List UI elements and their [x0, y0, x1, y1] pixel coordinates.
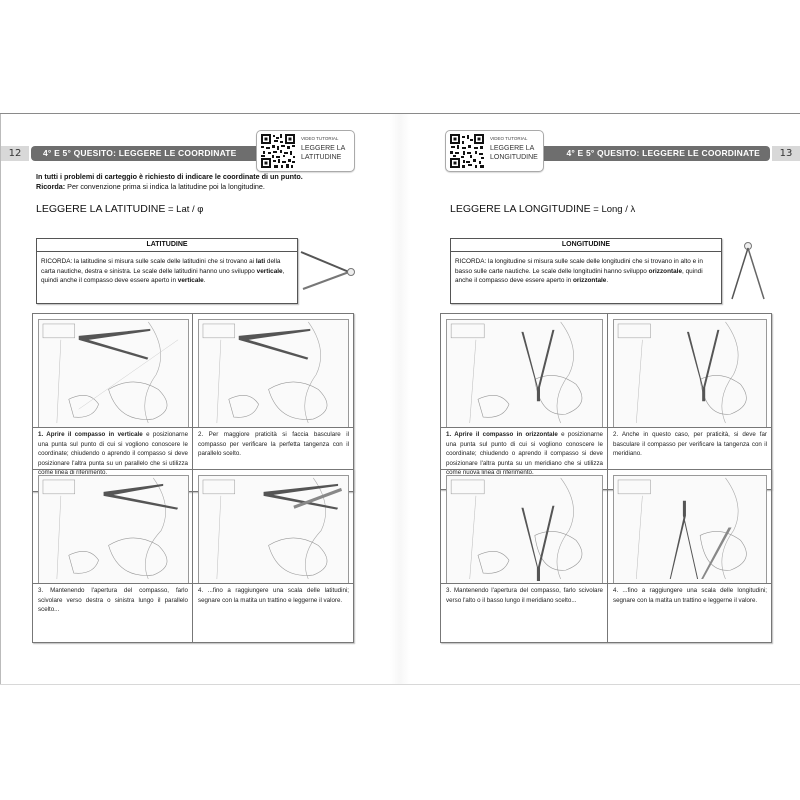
- step-caption: 4. ...fino a raggiungere una scala delle latitudini; segnare con la matita un trattino e leggerne il valore.: [198, 587, 349, 604]
- definition-text: RICORDA: la longitudine si misura sulle scale delle longitudini che si trovano in alto e in basso sulle carte nautiche. Le scale delle longitudini hanno sviluppo orizzontale, quindi anche il compasso deve essere aperto in orizzontale.: [455, 258, 703, 284]
- left-page: [0, 114, 401, 684]
- step-caption: 3. Mantenendo l'apertura del compasso, farlo scivolare verso l'alto o il basso lungo il meridiano scelto...: [446, 587, 603, 604]
- video-tutorial-box[interactable]: [256, 130, 355, 172]
- video-tutorial-title[interactable]: [301, 144, 353, 162]
- section-title-text: LEGGERE LA LATITUDINE: [36, 203, 166, 215]
- steps-grid-top: [32, 313, 354, 492]
- step-card-4: [608, 470, 771, 642]
- nautical-chart-image: [38, 319, 189, 428]
- section-title-text: LEGGERE LA LONGITUDINE: [450, 203, 591, 215]
- definition-box-latitude: [36, 238, 298, 304]
- right-page: [400, 114, 800, 684]
- step-caption: 3. Mantenendo l'apertura del compasso, farlo scivolare verso destra o sinistra lungo il parallelo scelto...: [38, 587, 188, 613]
- step-card-1: [33, 314, 193, 491]
- definition-box-longitude: [450, 238, 722, 304]
- divider: [441, 427, 607, 428]
- intro-line-1: In tutti i problemi di carteggio è richiesto di indicare le coordinate di un punto.: [36, 172, 303, 181]
- compass-horizontal-icon: [299, 247, 359, 297]
- step-card-4: [193, 470, 353, 642]
- qr-code-icon[interactable]: [261, 134, 295, 168]
- step-caption: 1. Aprire il compasso in orizzontale e posizionarne una punta sul punto di cui si vogliono conoscere le coordinate; chiudendo o aprendo il compasso si deve posizionare l'altra punta su un meridiano che si utilizza come nuova linea di riferimento.: [446, 431, 603, 476]
- book-spread: [0, 113, 800, 685]
- steps-grid-bottom: [440, 469, 772, 643]
- step-card-2: [193, 314, 353, 491]
- nautical-chart-image: [613, 319, 767, 428]
- definition-text: RICORDA: la latitudine si misura sulle scale delle latitudini che si trovano ai lati della carta nautiche, destra e sinistra. Le scale delle latitudini hanno uno sviluppo verticale, quindi anche il compasso deve essere aperto in verticale.: [41, 258, 285, 284]
- nautical-chart-image: [613, 475, 767, 584]
- intro-text: [36, 172, 303, 192]
- compass-vertical-icon: [728, 241, 768, 303]
- chapter-title-bar: 4° E 5° QUESITO: LEGGERE LE COORDINATE: [31, 146, 286, 161]
- step-card-3: [33, 470, 193, 642]
- video-title-line: LEGGERE LA: [301, 145, 346, 152]
- step-card-3: [441, 470, 608, 642]
- video-tutorial-title[interactable]: [490, 144, 542, 162]
- video-title-line: LATITUDINE: [301, 154, 342, 161]
- divider: [193, 427, 353, 428]
- definition-heading: LATITUDINE: [37, 239, 297, 252]
- divider: [608, 427, 771, 428]
- divider: [33, 583, 192, 584]
- video-title-line: LEGGERE LA: [490, 145, 535, 152]
- divider: [608, 583, 771, 584]
- steps-grid-bottom: [32, 469, 354, 643]
- divider: [33, 427, 192, 428]
- nautical-chart-image: [38, 475, 189, 584]
- divider: [441, 583, 607, 584]
- step-card-2: [608, 314, 771, 489]
- section-title: [450, 203, 635, 215]
- qr-code-icon[interactable]: [450, 134, 484, 168]
- divider: [193, 583, 353, 584]
- section-title: [36, 203, 203, 215]
- video-tutorial-label: VIDEO TUTORIAL: [301, 136, 339, 141]
- nautical-chart-image: [446, 475, 603, 584]
- steps-grid-top: [440, 313, 772, 490]
- nautical-chart-image: [446, 319, 603, 428]
- section-title-suffix: = Long / λ: [590, 204, 636, 215]
- step-card-1: [441, 314, 608, 489]
- nautical-chart-image: [198, 475, 349, 584]
- step-caption: 4. ...fino a raggiungere una scala delle longitudini; segnare con la matita un trattino e leggerne il valore.: [613, 587, 767, 604]
- page-number: 12: [1, 146, 29, 161]
- nautical-chart-image: [198, 319, 349, 428]
- section-title-suffix: = Lat / φ: [165, 204, 204, 215]
- video-tutorial-box[interactable]: [445, 130, 544, 172]
- definition-heading: LONGITUDINE: [451, 239, 721, 252]
- page-number: 13: [772, 146, 800, 161]
- ricorda-label: Ricorda:: [36, 182, 66, 191]
- step-caption: 2. Anche in questo caso, per praticità, si deve far basculare il compasso per verificare la tangenza con il meridiano.: [613, 431, 767, 457]
- step-caption: 2. Per maggiore praticità si faccia basculare il compasso per verificare la perfetta tangenza con il parallelo scelto.: [198, 431, 349, 457]
- video-title-line: LONGITUDINE: [490, 154, 538, 161]
- chapter-title-bar: 4° E 5° QUESITO: LEGGERE LE COORDINATE: [515, 146, 770, 161]
- video-tutorial-label: VIDEO TUTORIAL: [490, 136, 528, 141]
- step-caption: 1. Aprire il compasso in verticale e posizionarne una punta sul punto di cui si vogliono conoscere le coordinate; chiudendo o aprendo il compasso si deve posizionare l'altra punta su un parallelo che si utilizza come linea di riferimento.: [38, 431, 189, 476]
- intro-line-2: Per convenzione prima si indica la latitudine poi la longitudine.: [65, 182, 265, 191]
